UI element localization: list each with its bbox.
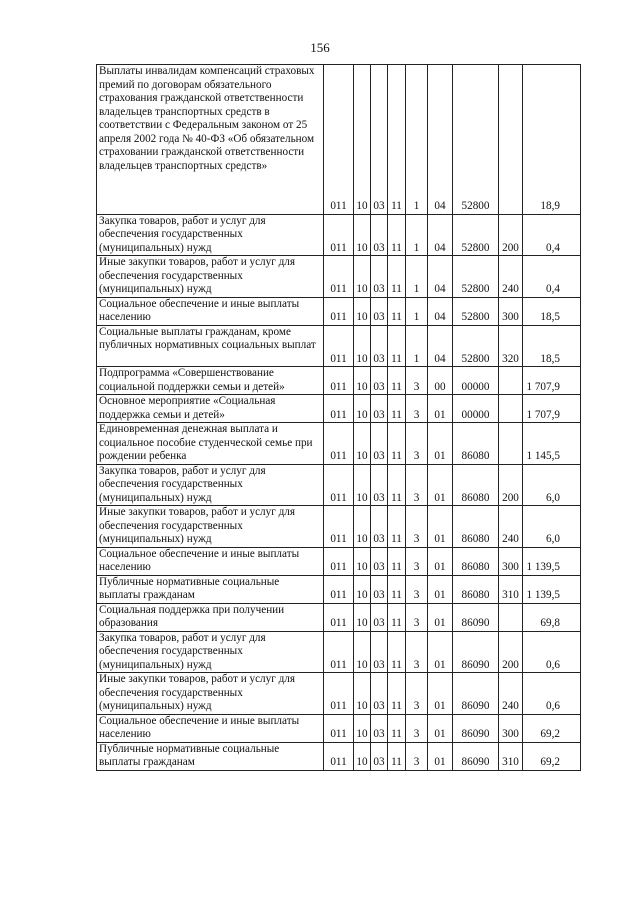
subprogram-code-cell: 1 [406,65,428,215]
program-code-cell: 11 [388,464,406,506]
section-code-cell: 10 [354,506,371,548]
amount-cell: 1 139,5 [523,547,581,575]
subsection-code-cell: 03 [371,395,388,423]
subprogram-code-cell: 3 [406,603,428,631]
row-description-cell: Выплаты инвалидам компенсаций страховых премий по договорам обязательного страхования гражданской ответственности владельцев транспортных средств в соответствии с Федеральным законом от 25 апреля 2002 года № 40-ФЗ «Об обязательном страховании гражданской ответственности владельцев транспортных средств» [97,65,324,215]
program-code-cell: 11 [388,395,406,423]
section-code-cell: 10 [354,464,371,506]
amount-cell: 0,6 [523,673,581,715]
table-row [97,603,581,631]
table-row [97,325,581,367]
table-row [97,256,581,298]
subprogram-code-cell: 1 [406,297,428,325]
section-code-cell: 10 [354,547,371,575]
event-code-cell: 04 [428,214,453,256]
page-number: 156 [310,40,330,55]
event-code-cell: 01 [428,506,453,548]
subsection-code-cell: 03 [371,547,388,575]
program-code-cell: 11 [388,714,406,742]
expense-type-cell: 240 [499,673,523,715]
subsection-code-cell: 03 [371,673,388,715]
subprogram-code-cell: 1 [406,256,428,298]
row-description-cell: Социальное обеспечение и иные выплаты населению [97,547,324,575]
section-code-cell: 10 [354,214,371,256]
direction-code-cell: 86080 [453,575,499,603]
program-code-cell: 11 [388,325,406,367]
direction-code-cell: 86080 [453,423,499,465]
ministry-code-cell: 011 [324,423,354,465]
program-code-cell: 11 [388,367,406,395]
table-row [97,423,581,465]
row-description-cell: Социальная поддержка при получении образования [97,603,324,631]
table-row [97,673,581,715]
section-code-cell: 10 [354,673,371,715]
program-code-cell: 11 [388,673,406,715]
event-code-cell: 04 [428,325,453,367]
expense-type-cell: 200 [499,464,523,506]
table-row [97,297,581,325]
ministry-code-cell: 011 [324,547,354,575]
subprogram-code-cell: 3 [406,464,428,506]
amount-cell: 6,0 [523,464,581,506]
event-code-cell: 00 [428,367,453,395]
amount-cell: 0,6 [523,631,581,673]
event-code-cell: 01 [428,714,453,742]
table-row [97,395,581,423]
expense-type-cell: 200 [499,631,523,673]
subprogram-code-cell: 3 [406,575,428,603]
amount-cell: 1 707,9 [523,367,581,395]
direction-code-cell: 86080 [453,506,499,548]
expense-type-cell: 310 [499,575,523,603]
expense-type-cell [499,423,523,465]
event-code-cell: 01 [428,395,453,423]
event-code-cell: 01 [428,423,453,465]
table-row [97,547,581,575]
expense-type-cell: 300 [499,714,523,742]
row-description-cell: Единовременная денежная выплата и социальное пособие студенческой семье при рождении ребенка [97,423,324,465]
event-code-cell: 04 [428,256,453,298]
direction-code-cell: 52800 [453,65,499,215]
expense-type-cell: 240 [499,506,523,548]
table-row [97,464,581,506]
ministry-code-cell: 011 [324,506,354,548]
program-code-cell: 11 [388,214,406,256]
expense-type-cell [499,603,523,631]
direction-code-cell: 86090 [453,673,499,715]
event-code-cell: 01 [428,631,453,673]
table-row [97,575,581,603]
subprogram-code-cell: 3 [406,367,428,395]
subprogram-code-cell: 1 [406,214,428,256]
amount-cell: 18,9 [523,65,581,215]
expense-type-cell: 320 [499,325,523,367]
section-code-cell: 10 [354,395,371,423]
table-row [97,742,581,770]
program-code-cell: 11 [388,256,406,298]
section-code-cell: 10 [354,575,371,603]
table-row [97,631,581,673]
direction-code-cell: 86090 [453,631,499,673]
ministry-code-cell: 011 [324,603,354,631]
event-code-cell: 01 [428,742,453,770]
program-code-cell: 11 [388,65,406,215]
amount-cell: 18,5 [523,297,581,325]
ministry-code-cell: 011 [324,631,354,673]
amount-cell: 0,4 [523,256,581,298]
table-row [97,65,581,215]
program-code-cell: 11 [388,575,406,603]
amount-cell: 1 145,5 [523,423,581,465]
program-code-cell: 11 [388,547,406,575]
section-code-cell: 10 [354,423,371,465]
row-description-cell: Публичные нормативные социальные выплаты гражданам [97,742,324,770]
ministry-code-cell: 011 [324,367,354,395]
expense-type-cell: 200 [499,214,523,256]
table-row [97,214,581,256]
event-code-cell: 04 [428,65,453,215]
direction-code-cell: 52800 [453,256,499,298]
ministry-code-cell: 011 [324,325,354,367]
subsection-code-cell: 03 [371,603,388,631]
direction-code-cell: 86080 [453,464,499,506]
section-code-cell: 10 [354,297,371,325]
subsection-code-cell: 03 [371,631,388,673]
row-description-cell: Иные закупки товаров, работ и услуг для обеспечения государственных (муниципальных) нужд [97,256,324,298]
subprogram-code-cell: 3 [406,631,428,673]
program-code-cell: 11 [388,506,406,548]
amount-cell: 69,2 [523,742,581,770]
subsection-code-cell: 03 [371,714,388,742]
direction-code-cell: 86090 [453,742,499,770]
row-description-cell: Закупка товаров, работ и услуг для обеспечения государственных (муниципальных) нужд [97,214,324,256]
subprogram-code-cell: 3 [406,673,428,715]
subprogram-code-cell: 3 [406,547,428,575]
expense-type-cell [499,395,523,423]
amount-cell: 1 139,5 [523,575,581,603]
amount-cell: 18,5 [523,325,581,367]
subsection-code-cell: 03 [371,297,388,325]
expense-type-cell: 310 [499,742,523,770]
subsection-code-cell: 03 [371,464,388,506]
subprogram-code-cell: 3 [406,395,428,423]
subsection-code-cell: 03 [371,423,388,465]
section-code-cell: 10 [354,325,371,367]
budget-table [96,64,581,771]
expense-type-cell [499,65,523,215]
direction-code-cell: 52800 [453,214,499,256]
ministry-code-cell: 011 [324,214,354,256]
expense-type-cell: 240 [499,256,523,298]
subprogram-code-cell: 3 [406,506,428,548]
ministry-code-cell: 011 [324,65,354,215]
subprogram-code-cell: 3 [406,742,428,770]
direction-code-cell: 86090 [453,603,499,631]
budget-table-body [97,65,581,771]
program-code-cell: 11 [388,631,406,673]
event-code-cell: 04 [428,297,453,325]
row-description-cell: Социальные выплаты гражданам, кроме публичных нормативных социальных выплат [97,325,324,367]
event-code-cell: 01 [428,464,453,506]
direction-code-cell: 86090 [453,714,499,742]
subprogram-code-cell: 1 [406,325,428,367]
row-description-cell: Социальное обеспечение и иные выплаты населению [97,714,324,742]
amount-cell: 0,4 [523,214,581,256]
row-description-cell: Иные закупки товаров, работ и услуг для обеспечения государственных (муниципальных) нужд [97,673,324,715]
event-code-cell: 01 [428,547,453,575]
section-code-cell: 10 [354,256,371,298]
subsection-code-cell: 03 [371,367,388,395]
expense-type-cell: 300 [499,297,523,325]
subsection-code-cell: 03 [371,506,388,548]
subsection-code-cell: 03 [371,325,388,367]
program-code-cell: 11 [388,603,406,631]
table-row [97,367,581,395]
event-code-cell: 01 [428,603,453,631]
program-code-cell: 11 [388,297,406,325]
ministry-code-cell: 011 [324,297,354,325]
ministry-code-cell: 011 [324,464,354,506]
expense-type-cell: 300 [499,547,523,575]
subsection-code-cell: 03 [371,575,388,603]
ministry-code-cell: 011 [324,395,354,423]
amount-cell: 69,2 [523,714,581,742]
direction-code-cell: 86080 [453,547,499,575]
section-code-cell: 10 [354,714,371,742]
ministry-code-cell: 011 [324,256,354,298]
ministry-code-cell: 011 [324,714,354,742]
row-description-cell: Социальное обеспечение и иные выплаты населению [97,297,324,325]
row-description-cell: Основное мероприятие «Социальная поддержка семьи и детей» [97,395,324,423]
table-row [97,506,581,548]
subsection-code-cell: 03 [371,65,388,215]
direction-code-cell: 00000 [453,367,499,395]
program-code-cell: 11 [388,742,406,770]
section-code-cell: 10 [354,631,371,673]
row-description-cell: Публичные нормативные социальные выплаты гражданам [97,575,324,603]
subprogram-code-cell: 3 [406,423,428,465]
amount-cell: 69,8 [523,603,581,631]
expense-type-cell [499,367,523,395]
program-code-cell: 11 [388,423,406,465]
section-code-cell: 10 [354,367,371,395]
table-row [97,714,581,742]
section-code-cell: 10 [354,742,371,770]
direction-code-cell: 00000 [453,395,499,423]
ministry-code-cell: 011 [324,575,354,603]
ministry-code-cell: 011 [324,673,354,715]
direction-code-cell: 52800 [453,297,499,325]
amount-cell: 6,0 [523,506,581,548]
subsection-code-cell: 03 [371,256,388,298]
subsection-code-cell: 03 [371,742,388,770]
ministry-code-cell: 011 [324,742,354,770]
section-code-cell: 10 [354,65,371,215]
section-code-cell: 10 [354,603,371,631]
event-code-cell: 01 [428,673,453,715]
row-description-cell: Подпрограмма «Совершенствование социальной поддержки семьи и детей» [97,367,324,395]
event-code-cell: 01 [428,575,453,603]
row-description-cell: Закупка товаров, работ и услуг для обеспечения государственных (муниципальных) нужд [97,631,324,673]
subprogram-code-cell: 3 [406,714,428,742]
subsection-code-cell: 03 [371,214,388,256]
row-description-cell: Иные закупки товаров, работ и услуг для обеспечения государственных (муниципальных) нужд [97,506,324,548]
direction-code-cell: 52800 [453,325,499,367]
amount-cell: 1 707,9 [523,395,581,423]
row-description-cell: Закупка товаров, работ и услуг для обеспечения государственных (муниципальных) нужд [97,464,324,506]
